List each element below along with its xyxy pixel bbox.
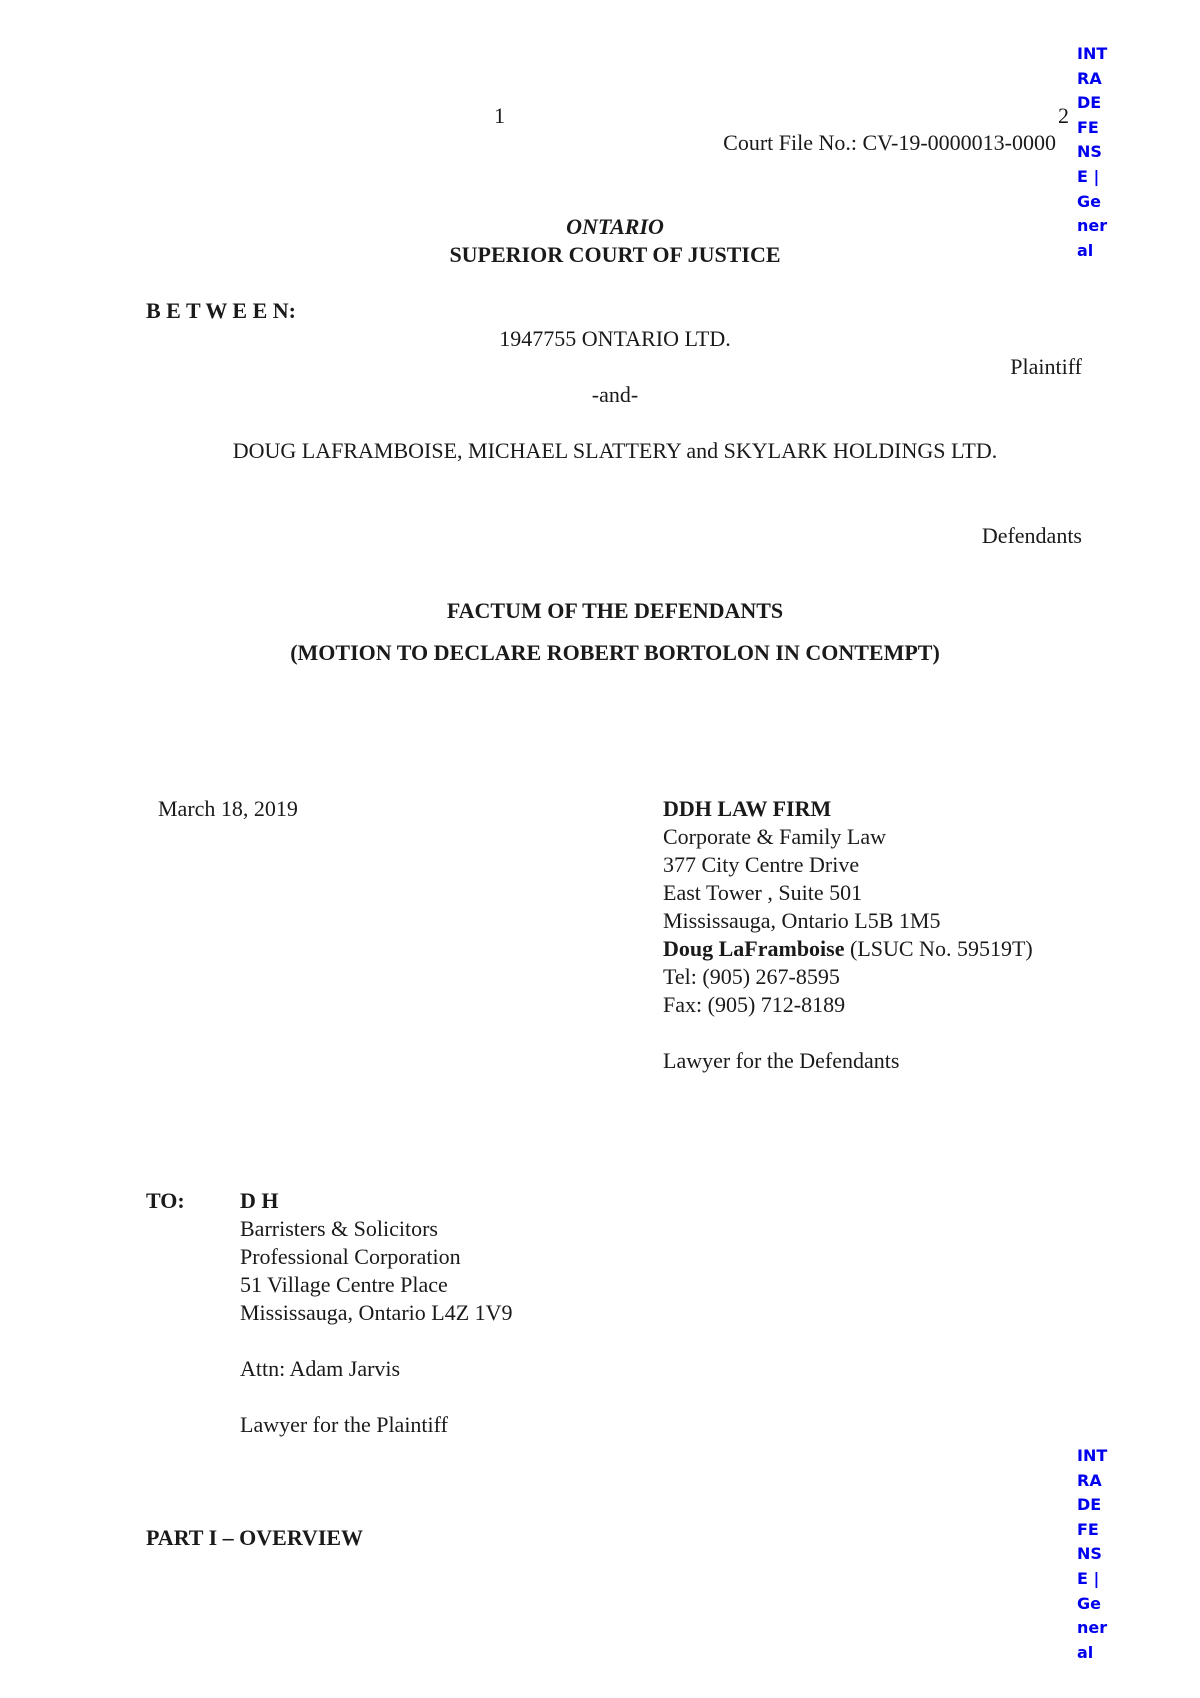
plaintiff-role: Plaintiff — [1010, 354, 1082, 379]
defendant-role: Defendants — [981, 523, 1082, 548]
recipient-line-1: Barristers & Solicitors — [240, 1216, 438, 1241]
document-subtitle: (MOTION TO DECLARE ROBERT BORTOLON IN CONTEMPT) — [290, 640, 940, 665]
court-name: SUPERIOR COURT OF JUSTICE — [449, 242, 781, 267]
document-date: March 18, 2019 — [158, 796, 298, 821]
firm-tel: Tel: (905) 267-8595 — [663, 964, 840, 989]
recipient-line-2: Professional Corporation — [240, 1244, 461, 1269]
recipient-spacer-2 — [240, 1383, 513, 1411]
part-heading: PART I – OVERVIEW — [146, 1525, 364, 1550]
recipient-city: Mississauga, Ontario L4Z 1V9 — [240, 1300, 513, 1325]
firm-city: Mississauga, Ontario L5B 1M5 — [663, 908, 941, 933]
plaintiff-name: 1947755 ONTARIO LTD. — [499, 326, 731, 351]
to-label: TO: — [146, 1188, 185, 1213]
firm-address-2: East Tower , Suite 501 — [663, 880, 863, 905]
firm-fax: Fax: (905) 712-8189 — [663, 992, 846, 1017]
recipient-block — [240, 1187, 513, 1439]
firm-name: DDH LAW FIRM — [663, 796, 832, 821]
recipient-name: D H — [240, 1188, 279, 1213]
firm-role: Lawyer for the Defendants — [663, 1048, 900, 1073]
firm-address-1: 377 City Centre Drive — [663, 852, 860, 877]
recipient-spacer-1 — [240, 1327, 513, 1355]
party-separator: -and- — [591, 382, 639, 407]
firm-block — [663, 795, 1033, 1075]
classification-marker-top: INT RA DE FE NS E | Ge ner al — [1077, 44, 1108, 260]
recipient-attn: Attn: Adam Jarvis — [240, 1356, 401, 1381]
classification-marker-bottom: INT RA DE FE NS E | Ge ner al — [1077, 1446, 1108, 1662]
page-number-right: 2 — [1058, 103, 1069, 128]
court-file-number: Court File No.: CV-19-0000013-0000 — [723, 130, 1056, 155]
recipient-role: Lawyer for the Plaintiff — [240, 1412, 448, 1437]
firm-lawyer — [663, 935, 1033, 963]
court-province: ONTARIO — [566, 214, 664, 239]
between-label: B E T W E E N: — [146, 298, 296, 323]
document-title: FACTUM OF THE DEFENDANTS — [446, 598, 784, 623]
page-number-left: 1 — [494, 103, 505, 128]
lawyer-license: (LSUC No. 59519T) — [844, 936, 1033, 961]
defendant-names: DOUG LAFRAMBOISE, MICHAEL SLATTERY and SKYLARK HOLDINGS LTD. — [232, 438, 998, 463]
firm-practice: Corporate & Family Law — [663, 824, 887, 849]
lawyer-name: Doug LaFramboise — [663, 936, 845, 961]
recipient-address: 51 Village Centre Place — [240, 1272, 448, 1297]
firm-spacer — [663, 1019, 1033, 1047]
